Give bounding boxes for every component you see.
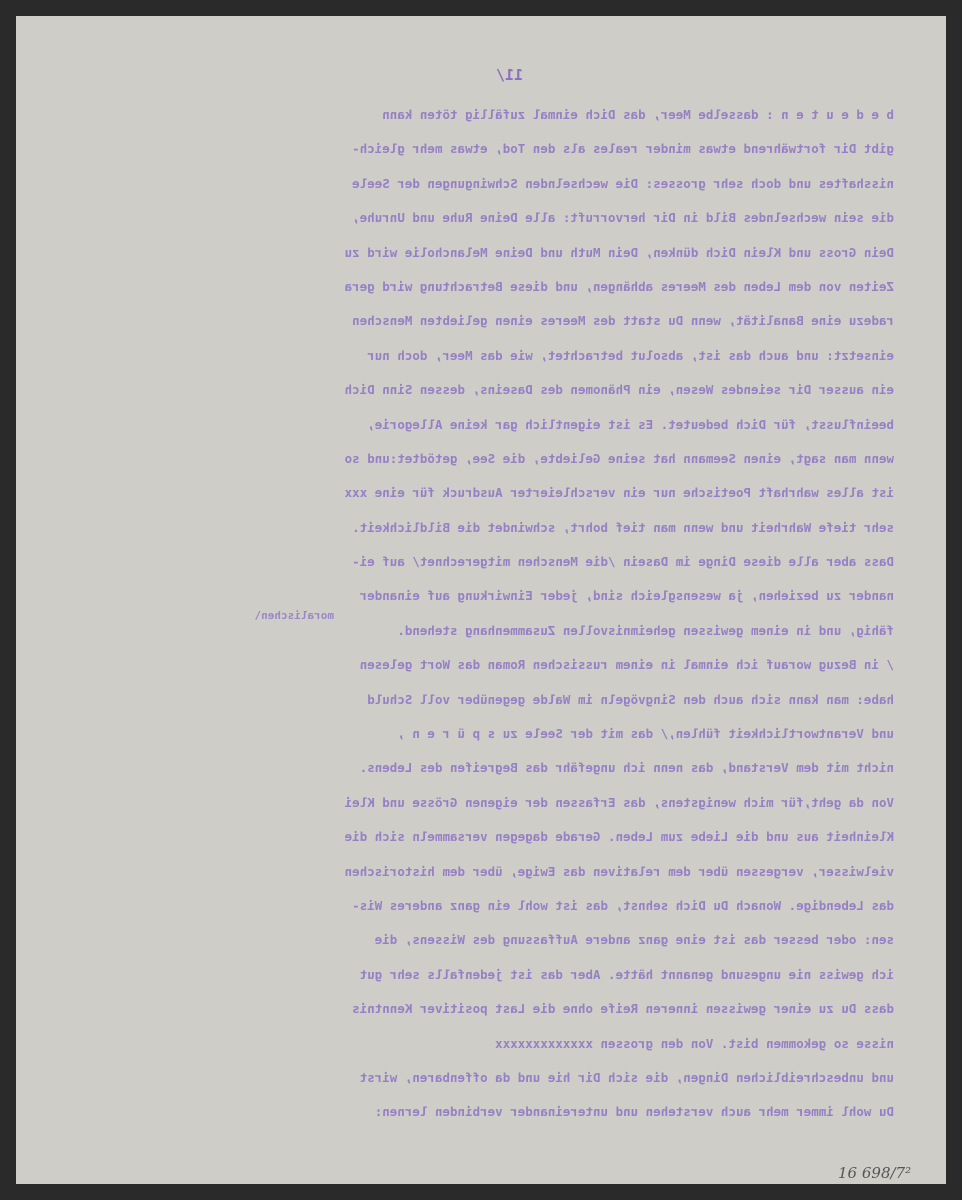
interlinear-insert: moralischen\: [254, 609, 334, 622]
text-line: b e d e u t e n : dasselbe Meer, das Dich einmal zufällig töten kann: [382, 107, 894, 122]
text-line: fähig, und in einem gewissen geheimnisvollen Zusammenhang stehend.: [397, 622, 894, 638]
text-line: Kleinheit aus und die Liebe zum Leben. Gerade dagegen versammeln sich die: [344, 829, 894, 845]
text-line: Von da geht,für mich wenigstens, das Erfassen der eigenen Grösse und Klei: [344, 794, 894, 810]
text-line: und unbeschreiblichen Dingen, die sich Dir hie und da offenbaren, wirst: [359, 1069, 894, 1085]
text-line: beeinflusst, für Dich bedeutet. Es ist eigentlich gar keine Allegorie,: [367, 416, 894, 432]
text-line: nisse so gekommen bist. Von den grossen xxxxxxxxxxxxx: [495, 1035, 894, 1051]
text-line: nicht mit dem Verstand, das nenn ich ungefähr das Begreifen des Lebens.: [359, 760, 894, 776]
text-line: / in Bezug worauf ich einmal in einem russischen Roman das Wort gelesen: [359, 657, 894, 673]
page-number: 11/: [496, 66, 524, 84]
archive-number: 16 698/7²: [838, 1164, 912, 1182]
document-sheet: [16, 16, 946, 1184]
text-line: ich gewiss nie ungesund genannt hätte. Aber das ist jedenfalls sehr gut: [359, 966, 894, 982]
text-line: nisshaftes und doch sehr grosses: Die wechselnden Schwingungen der Seele: [352, 175, 894, 191]
text-line: dass Du zu einer gewissen inneren Reife ohne die Last positiver Kenntnis: [352, 1001, 894, 1017]
text-line: Du wohl immer mehr auch verstehen und untereinander verbinden lernen:: [374, 1104, 894, 1120]
text-line: einsetzt: und auch das ist, absolut betrachtet, wie das Meer, doch nur: [367, 347, 894, 363]
text-line: nander zu beziehen, ja wesensgleich sind, jeder Einwirkung auf einander: [359, 588, 894, 604]
text-line: Zeiten von dem Leben des Meeres abhängen, und diese Betrachtung wird gera: [344, 278, 894, 294]
text-line: das Lebendige. Wonach Du Dich sehnst, das ist wohl ein ganz anderes Wis-: [352, 897, 894, 913]
text-line: habe: man kann sich auch den Singvögeln im Walde gegenüber voll Schuld: [367, 691, 894, 707]
text-line: und Verantwortlichkeit fühlen,/ das mit der Seele zu s p ü r e n ,: [397, 726, 894, 742]
text-line: Dass aber alle diese Dinge im Dasein /die Menschen mitgerechnet/ auf ei-: [352, 554, 894, 570]
text-line: radezu eine Banalität, wenn Du statt des Meeres einen geliebten Menschen: [352, 313, 894, 329]
text-line: vielwisser, vergessen über dem relativen das Ewige, über dem historischen: [344, 863, 894, 879]
text-line: gibt Dir fortwährend etwas minder reales als den Tod, etwas mehr gleich-: [352, 141, 894, 157]
text-line: ist alles wahrhaft Poetische nur ein verschleierter Ausdruck für eine xxx: [344, 485, 894, 501]
text-line: sehr tiefe Wahrheit und wenn man tief bohrt, schwindet die Bildlichkeit.: [352, 519, 894, 535]
text-line: ein ausser Dir seiendes Wesen, ein Phänomen des Daseins, dessen Sinn Dich: [344, 382, 894, 398]
text-line: wenn man sagt, einen Seemann hat seine Geliebte, die See, getödtet:und so: [344, 450, 894, 466]
text-line: die sein wechselndes Bild in Dir hervorruft: alle Deine Ruhe und Unruhe,: [352, 210, 894, 226]
text-line: Dein Gross und Klein Dich dünken, Dein Muth und Deine Melancholie wird zu: [344, 244, 894, 260]
text-line: sen: oder besser das ist eine ganz andere Auffassung des Wissens, die: [374, 932, 894, 948]
typed-text-block: [134, 98, 894, 1130]
